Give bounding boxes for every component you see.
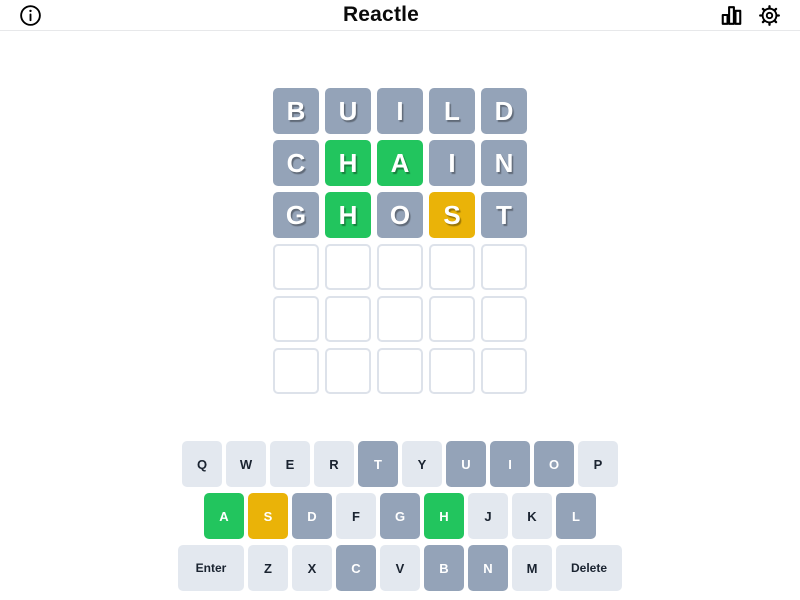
key-h[interactable]: H <box>424 493 464 539</box>
tile-r2c1: C <box>273 140 319 186</box>
tile-r5c2 <box>325 296 371 342</box>
keyboard-row-2 <box>0 493 800 539</box>
tile-r2c5: N <box>481 140 527 186</box>
tile-r1c2: U <box>325 88 371 134</box>
key-w[interactable]: W <box>226 441 266 487</box>
header <box>0 0 800 31</box>
gear-icon <box>757 3 782 28</box>
tile-r1c1: B <box>273 88 319 134</box>
tile-r4c5 <box>481 244 527 290</box>
key-z[interactable]: Z <box>248 545 288 591</box>
key-v[interactable]: V <box>380 545 420 591</box>
bar-chart-icon <box>719 3 744 28</box>
key-o[interactable]: O <box>534 441 574 487</box>
tile-r5c4 <box>429 296 475 342</box>
keyboard <box>0 441 800 591</box>
tile-r6c3 <box>377 348 423 394</box>
keyboard-row-3 <box>0 545 800 591</box>
key-g[interactable]: G <box>380 493 420 539</box>
tile-r1c5: D <box>481 88 527 134</box>
tile-r3c4: S <box>429 192 475 238</box>
tile-r3c5: T <box>481 192 527 238</box>
tile-r3c1: G <box>273 192 319 238</box>
tile-r6c4 <box>429 348 475 394</box>
board-grid <box>273 88 527 394</box>
tile-r4c4 <box>429 244 475 290</box>
key-l[interactable]: L <box>556 493 596 539</box>
tile-r6c1 <box>273 348 319 394</box>
tile-r2c3: A <box>377 140 423 186</box>
tile-r5c5 <box>481 296 527 342</box>
key-b[interactable]: B <box>424 545 464 591</box>
key-u[interactable]: U <box>446 441 486 487</box>
key-m[interactable]: M <box>512 545 552 591</box>
key-q[interactable]: Q <box>182 441 222 487</box>
tile-r4c3 <box>377 244 423 290</box>
key-y[interactable]: Y <box>402 441 442 487</box>
tile-r4c1 <box>273 244 319 290</box>
tile-r5c1 <box>273 296 319 342</box>
key-s[interactable]: S <box>248 493 288 539</box>
key-i[interactable]: I <box>490 441 530 487</box>
key-d[interactable]: D <box>292 493 332 539</box>
stats-button[interactable] <box>719 3 744 28</box>
tile-r3c3: O <box>377 192 423 238</box>
info-button[interactable] <box>18 3 43 28</box>
key-k[interactable]: K <box>512 493 552 539</box>
game-board <box>0 88 800 394</box>
key-x[interactable]: X <box>292 545 332 591</box>
key-delete[interactable]: Delete <box>556 545 622 591</box>
key-a[interactable]: A <box>204 493 244 539</box>
tile-r6c2 <box>325 348 371 394</box>
key-r[interactable]: R <box>314 441 354 487</box>
key-e[interactable]: E <box>270 441 310 487</box>
key-enter[interactable]: Enter <box>178 545 244 591</box>
key-t[interactable]: T <box>358 441 398 487</box>
tile-r3c2: H <box>325 192 371 238</box>
page-title: Reactle <box>342 3 420 26</box>
tile-r1c4: L <box>429 88 475 134</box>
key-j[interactable]: J <box>468 493 508 539</box>
key-p[interactable]: P <box>578 441 618 487</box>
tile-r5c3 <box>377 296 423 342</box>
key-f[interactable]: F <box>336 493 376 539</box>
info-icon <box>18 3 43 28</box>
keyboard-row-1 <box>0 441 800 487</box>
key-n[interactable]: N <box>468 545 508 591</box>
tile-r2c2: H <box>325 140 371 186</box>
tile-r1c3: I <box>377 88 423 134</box>
tile-r4c2 <box>325 244 371 290</box>
settings-button[interactable] <box>757 3 782 28</box>
key-c[interactable]: C <box>336 545 376 591</box>
tile-r2c4: I <box>429 140 475 186</box>
tile-r6c5 <box>481 348 527 394</box>
